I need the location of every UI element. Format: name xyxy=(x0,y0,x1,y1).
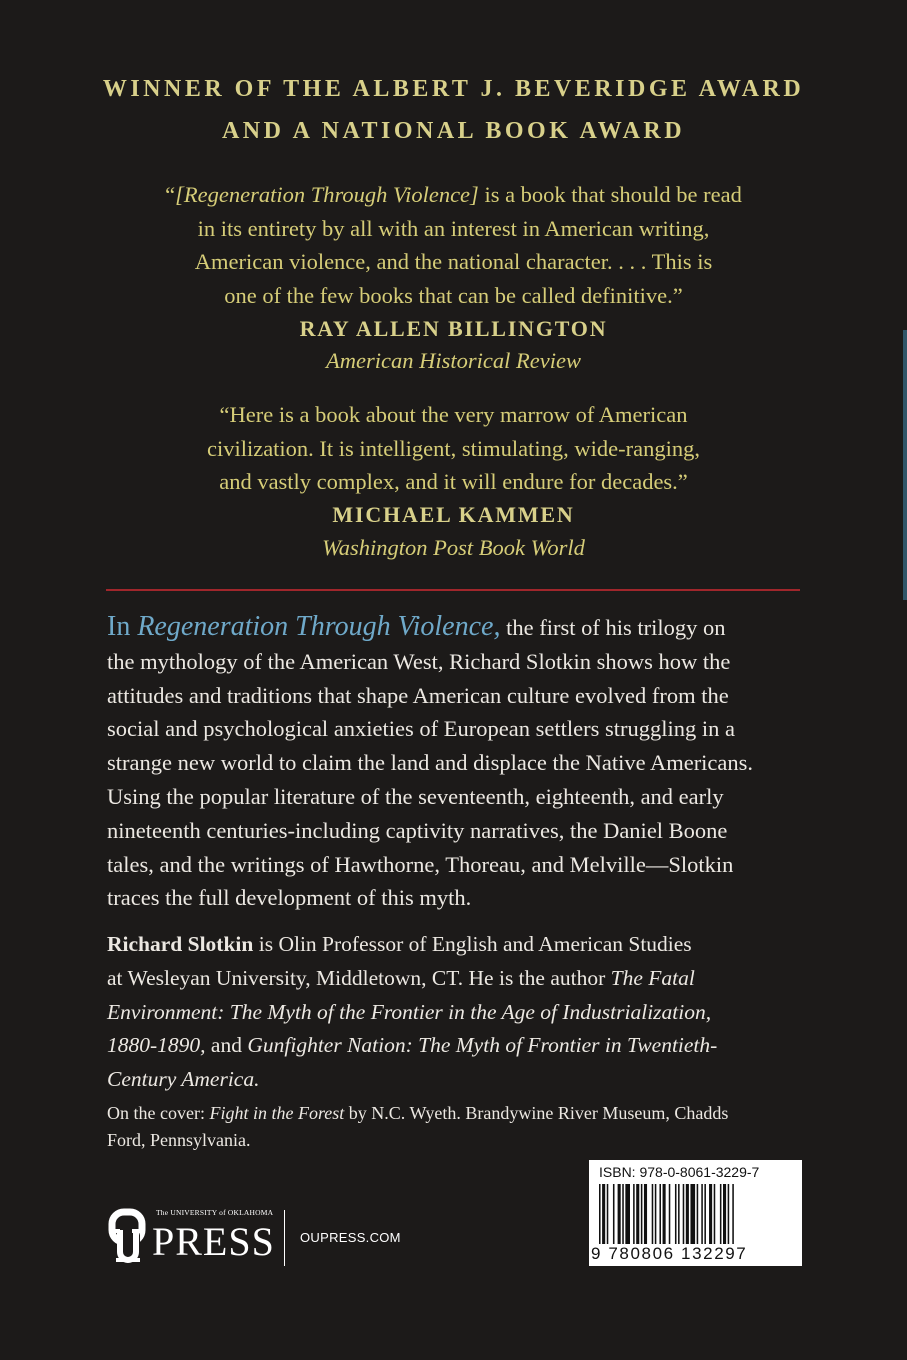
quote-line: civilization. It is intelligent, stimulating, wide-ranging, xyxy=(206,435,701,461)
quote-line: and vastly complex, and it will endure for decades.” xyxy=(219,469,688,494)
barcode-bar xyxy=(720,1184,722,1244)
barcode-bar xyxy=(618,1184,621,1244)
bio-line: Environment: The Myth of the Frontier in the Age of Industrialization, xyxy=(107,999,712,1024)
award-line-1: WINNER OF THE ALBERT J. BEVERIDGE AWARD xyxy=(102,76,805,102)
quote-line: “[Regeneration Through Violence] is a book that should be read xyxy=(165,182,742,207)
press-wordmark: PRESS xyxy=(152,1219,275,1264)
barcode-bar xyxy=(633,1184,635,1244)
cover-credit xyxy=(107,1100,807,1154)
bio-line: at Wesleyan University, Middletown, CT. He is the author The Fatal xyxy=(107,965,695,990)
barcode-bar xyxy=(613,1184,615,1244)
barcode-bar xyxy=(690,1184,695,1244)
barcode-bars xyxy=(599,1184,792,1244)
description-line: tales, and the writings of Hawthorne, Thoreau, and Melville—Slotkin xyxy=(107,851,734,877)
description-line: strange new world to claim the land and displace the Native Americans. xyxy=(107,750,754,776)
quote-source-1: American Historical Review xyxy=(326,348,581,373)
description-line: attitudes and traditions that shape American culture evolved from the xyxy=(107,682,729,708)
barcode-bar xyxy=(675,1184,677,1244)
barcode-bar xyxy=(723,1184,726,1244)
description-line: the mythology of the American West, Richard Slotkin shows how the xyxy=(107,648,731,674)
award-line-2: AND A NATIONAL BOOK AWARD xyxy=(221,118,686,144)
barcode-bar xyxy=(636,1184,639,1244)
bio-line: Century America. xyxy=(107,1067,260,1092)
barcode-bar xyxy=(663,1184,666,1244)
barcode-bar xyxy=(652,1184,654,1244)
barcode-bar xyxy=(655,1184,657,1244)
cover-credit-line: Ford, Pennsylvania. xyxy=(107,1130,251,1150)
quote-author-1: RAY ALLEN BILLINGTON xyxy=(299,316,608,341)
description-line: traces the full development of this myth. xyxy=(107,885,472,911)
barcode-bar xyxy=(714,1184,716,1244)
barcode-bar xyxy=(704,1184,706,1244)
barcode-bar xyxy=(625,1184,630,1244)
quote-line: in its entirety by all with an interest in American writing, xyxy=(197,215,710,241)
isbn-label: ISBN: 978-0-8061-3229-7 xyxy=(599,1164,760,1180)
logo-divider xyxy=(284,1210,285,1266)
barcode-digits: 9 780806 132297 xyxy=(591,1244,748,1263)
ou-monogram-icon xyxy=(106,1208,150,1268)
ou-press-logo xyxy=(106,1208,276,1268)
barcode-bar xyxy=(659,1184,661,1244)
review-quote-1 xyxy=(60,178,847,312)
quote-author-2: MICHAEL KAMMEN xyxy=(332,502,575,527)
section-divider xyxy=(106,589,800,591)
description-lead: In Regeneration Through Violence, xyxy=(107,611,501,642)
barcode-bar xyxy=(622,1184,624,1244)
quote-line: “Here is a book about the very marrow of American xyxy=(219,402,688,427)
barcode-bar xyxy=(602,1184,605,1244)
review-quote-2 xyxy=(60,398,847,499)
cover-credit-line: On the cover: Fight in the Forest by N.C. Wyeth. Brandywine River Museum, Chadds xyxy=(107,1103,729,1123)
barcode-bar xyxy=(697,1184,699,1244)
university-name: The UNIVERSITY of OKLAHOMA xyxy=(156,1208,274,1217)
barcode-bar xyxy=(709,1184,712,1244)
barcode-bar xyxy=(641,1184,643,1244)
isbn-barcode xyxy=(589,1160,802,1266)
quote-line: one of the few books that can be called definitive.” xyxy=(224,282,683,308)
bio-line: Richard Slotkin is Olin Professor of English and American Studies xyxy=(107,932,692,956)
quote-source-2: Washington Post Book World xyxy=(322,535,585,560)
barcode-bar xyxy=(683,1184,685,1244)
barcode-bar xyxy=(678,1184,680,1244)
publisher-website: OUPRESS.COM xyxy=(300,1230,401,1245)
barcode-bar xyxy=(644,1184,647,1244)
barcode-bar xyxy=(599,1184,601,1244)
book-description xyxy=(107,610,807,915)
description-line: Using the popular literature of the seventeenth, eighteenth, and early xyxy=(107,783,724,809)
barcode-bar xyxy=(728,1184,730,1244)
author-name: Richard Slotkin xyxy=(107,932,254,956)
barcode-bar xyxy=(686,1184,689,1244)
barcode-bar xyxy=(669,1184,671,1244)
barcode-bar xyxy=(607,1184,609,1244)
description-line: In Regeneration Through Violence, the first of his trilogy on xyxy=(107,611,726,642)
barcode-bar xyxy=(701,1184,703,1244)
description-line: social and psychological anxieties of European settlers struggling in a xyxy=(107,716,735,742)
barcode-bar xyxy=(732,1184,734,1244)
bio-line: 1880-1890, and Gunfighter Nation: The Myth of Frontier in Twentieth- xyxy=(107,1033,718,1058)
description-line: nineteenth centuries-including captivity narratives, the Daniel Boone xyxy=(107,817,728,843)
author-bio xyxy=(107,928,807,1097)
quote-line: American violence, and the national character. . . . This is xyxy=(194,249,713,274)
